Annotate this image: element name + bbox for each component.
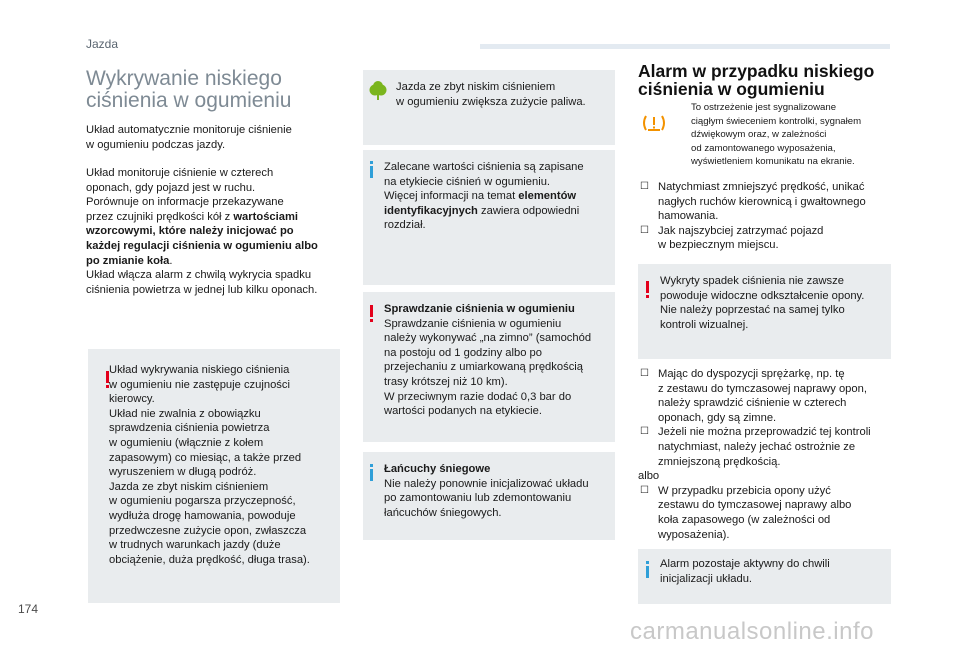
tire-pressure-warning-icon [640,110,668,136]
box-title: Sprawdzanie ciśnienia w ogumieniu [384,303,575,315]
info-box-snow-chains [363,452,615,540]
info-icon [369,464,375,481]
header-bar [480,44,890,49]
text-line: inicjalizacji układu. [660,572,753,585]
text-line: trasy krótszej niż 10 km). [384,375,508,388]
bullet-list-compressor [638,367,893,542]
text-line: powoduje widoczne odkształcenie opony. [660,289,865,302]
text-line: przedwczesne zużycie opon, zwłaszcza [109,524,307,537]
text-line: Układ automatycznie monitoruje ciśnienie [86,124,292,136]
albo-label: albo [638,470,660,483]
text-line: Alarm pozostaje aktywny do chwili [660,558,830,570]
warning-icon [369,305,375,322]
section-title-detection [86,68,346,112]
text-line: kontroli wizualnej. [660,318,749,331]
text-line: każdej regulacji ciśnienia w ogumieniu albo [86,239,318,252]
text-line: W przeciwnym razie dodać 0,3 bar do [384,390,572,403]
text-line: wydłuża drogę hamowania, powoduje [109,509,296,522]
text-line: Jazda ze zbyt niskim ciśnieniem [396,81,556,93]
title-line: Alarm w przypadku niskiego [638,61,875,81]
info-icon [645,561,651,578]
info-box-pressure-values [363,150,615,285]
text-line: Nie należy poprzestać na samej tylko [660,304,845,317]
text-line: wyświetleniem komunikatu na ekranie. [691,156,855,167]
text-line: Zalecane wartości ciśnienia są zapisane [384,161,584,173]
text-line: w ogumieniu pogarsza przyczepność, [109,495,296,508]
text-line: na etykiecie ciśnień w ogumieniu. [384,175,551,188]
text-line: To ostrzeżenie jest sygnalizowane [691,102,837,113]
text-line: dźwiękowym oraz, w zależności [691,129,827,140]
text-line: wartości podanych na etykiecie. [384,405,542,418]
info-icon [369,161,375,178]
text-line: w ogumieniu podczas jazdy. [86,138,226,151]
title-line: ciśnienia w ogumieniu [638,79,825,99]
text-line: łańcuchów śniegowych. [384,506,502,519]
text-line: identyfikacyjnych zawiera odpowiedni [384,204,580,217]
text-line: w trudnych warunkach jazdy (duże [109,539,281,552]
bullet-list-immediate [638,180,893,253]
eco-box [363,70,615,145]
text-line: w ogumieniu (włącznie z kołem [109,436,264,449]
text-line: od zamontowanego wyposażenia, [691,142,836,154]
text-line: przez czujniki prędkości kół z wartościami [86,210,299,223]
text-line: Układ włącza alarm z chwilą wykrycia spadku [86,269,312,282]
warning-box-pressure-check [363,292,615,442]
list-item: ☐ Mając do dyspozycji sprężarkę, np. tę z zestawu do tymczasowej naprawy opon, należy sprawdzić ciśnienie w czterech oponach, gdy są zimne. [640,368,867,424]
text-line: Wykryty spadek ciśnienia nie zawsze [660,275,844,287]
list-item: ☐ Natychmiast zmniejszyć prędkość, unikać nagłych ruchów kierownicą i gwałtownego hamowania. [640,181,866,223]
text-line: Układ monitoruje ciśnienie w czterech [86,167,274,179]
text-line: wyruszeniem w długą podróż. [109,466,257,479]
text-line: oponach, gdy pojazd jest w ruchu. [86,181,256,194]
text-line: po zmianie koła. [86,254,173,267]
text-line: sprawdzenia ciśnienia powietrza [109,422,270,435]
text-line: rozdział. [384,219,426,232]
text-line: w ogumieniu zwiększa zużycie paliwa. [396,95,586,108]
text-line: zapasowym) co miesiąc, a także przed [109,451,302,464]
warning-icon [645,281,651,298]
alert-description [691,101,896,169]
text-line: przejechaniu z umiarkowaną prędkością [384,361,583,374]
section-header: Jazda [86,37,119,51]
text-line: Nie należy ponownie inicjalizować układu [384,477,589,490]
text-line: po zamontowaniu lub zdemontowaniu [384,492,572,505]
text-line: wzorcowymi, które należy inicjować po [86,225,294,238]
paragraph-intro [86,123,346,152]
text-line: Jazda ze zbyt niskim ciśnieniem [109,480,269,493]
paragraph-monitoring [86,166,348,297]
list-item: ☐ Jeżeli nie można przeprowadzić tej kontroli natychmiast, należy jechać ostrożnie ze zmniejszoną prędkością. [640,426,871,468]
title-line: Wykrywanie niskiego [86,67,282,90]
text-line: ciśnienia powietrza w jednej lub kilku oponach. [86,283,318,296]
text-line: w ogumieniu nie zastępuje czujności [109,378,290,391]
watermark: carmanualsonline.info [630,618,874,645]
warning-box-system [88,349,340,603]
text-line: należy wykonywać „na zimno” (samochód [384,332,592,345]
list-item: ☐ W przypadku przebicia opony użyć zestawu do tymczasowej naprawy albo koła zapasowego (w zależności od wyposażenia). [640,484,852,541]
text-line: Układ nie zwalnia z obowiązku [109,407,261,420]
section-title-alarm [638,62,898,98]
text-line: Porównuje on informacje przekazywane [86,196,284,209]
list-item: ☐ Jak najszybciej zatrzymać pojazd w bezpiecznym miejscu. [640,224,824,252]
text-line: obciążenie, duża prędkość, długa trasa). [109,553,310,566]
text-line: ciągłym świeceniem kontrolki, sygnałem [691,115,862,127]
text-line: Układ wykrywania niskiego ciśnienia [109,364,290,376]
text-line: Więcej informacji na temat elementów [384,190,577,203]
leaf-icon [368,81,388,101]
page-number: 174 [18,602,39,616]
title-line: ciśnienia w ogumieniu [86,89,292,112]
text-line: Sprawdzanie ciśnienia w ogumieniu [384,317,562,330]
warning-box-visual-check [638,264,891,359]
box-title: Łańcuchy śniegowe [384,463,491,475]
text-line: na postoju od 1 godziny albo po [384,346,542,359]
text-line: kierowcy. [109,393,155,406]
info-box-alarm-active [638,549,891,604]
